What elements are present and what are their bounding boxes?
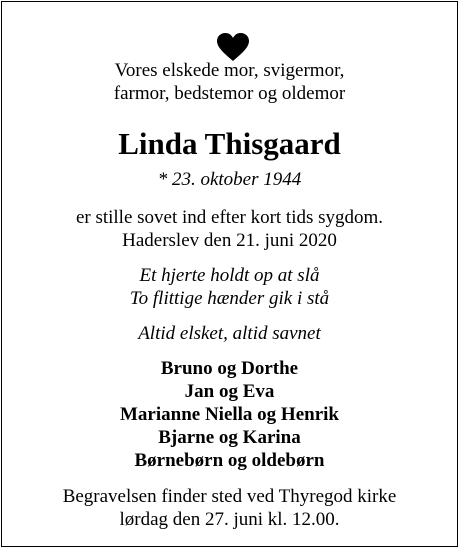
heart-icon: [216, 32, 250, 62]
family-line-3: Marianne Niella og Henrik: [119, 404, 339, 425]
intro-line-2: farmor, bedstemor og oldemor: [113, 83, 346, 104]
family-line-1: Bruno og Dorthe: [160, 358, 299, 379]
verse-line-2: To flittige hænder gik i stå: [129, 288, 330, 309]
funeral-line-1: Begravelsen finder sted ved Thyregod kirke: [62, 486, 397, 507]
family-line-4: Bjarne og Karina: [158, 427, 301, 448]
death-line-2: Haderslev den 21. juni 2020: [122, 230, 337, 251]
motto: Altid elsket, altid savnet: [138, 323, 321, 344]
obituary-notice: [1, 1, 458, 547]
intro-line-1: Vores elskede mor, svigermor,: [114, 60, 345, 81]
family-line-2: Jan og Eva: [184, 381, 275, 402]
birth-date: * 23. oktober 1944: [157, 169, 302, 190]
deceased-name: Linda Thisgaard: [118, 126, 341, 161]
death-line-1: er stille sovet ind efter kort tids sygdom.: [75, 207, 384, 228]
verse-line-1: Et hjerte holdt op at slå: [139, 265, 320, 286]
funeral-line-2: lørdag den 27. juni kl. 12.00.: [119, 509, 340, 530]
family-line-5: Børnebørn og oldebørn: [134, 450, 325, 471]
